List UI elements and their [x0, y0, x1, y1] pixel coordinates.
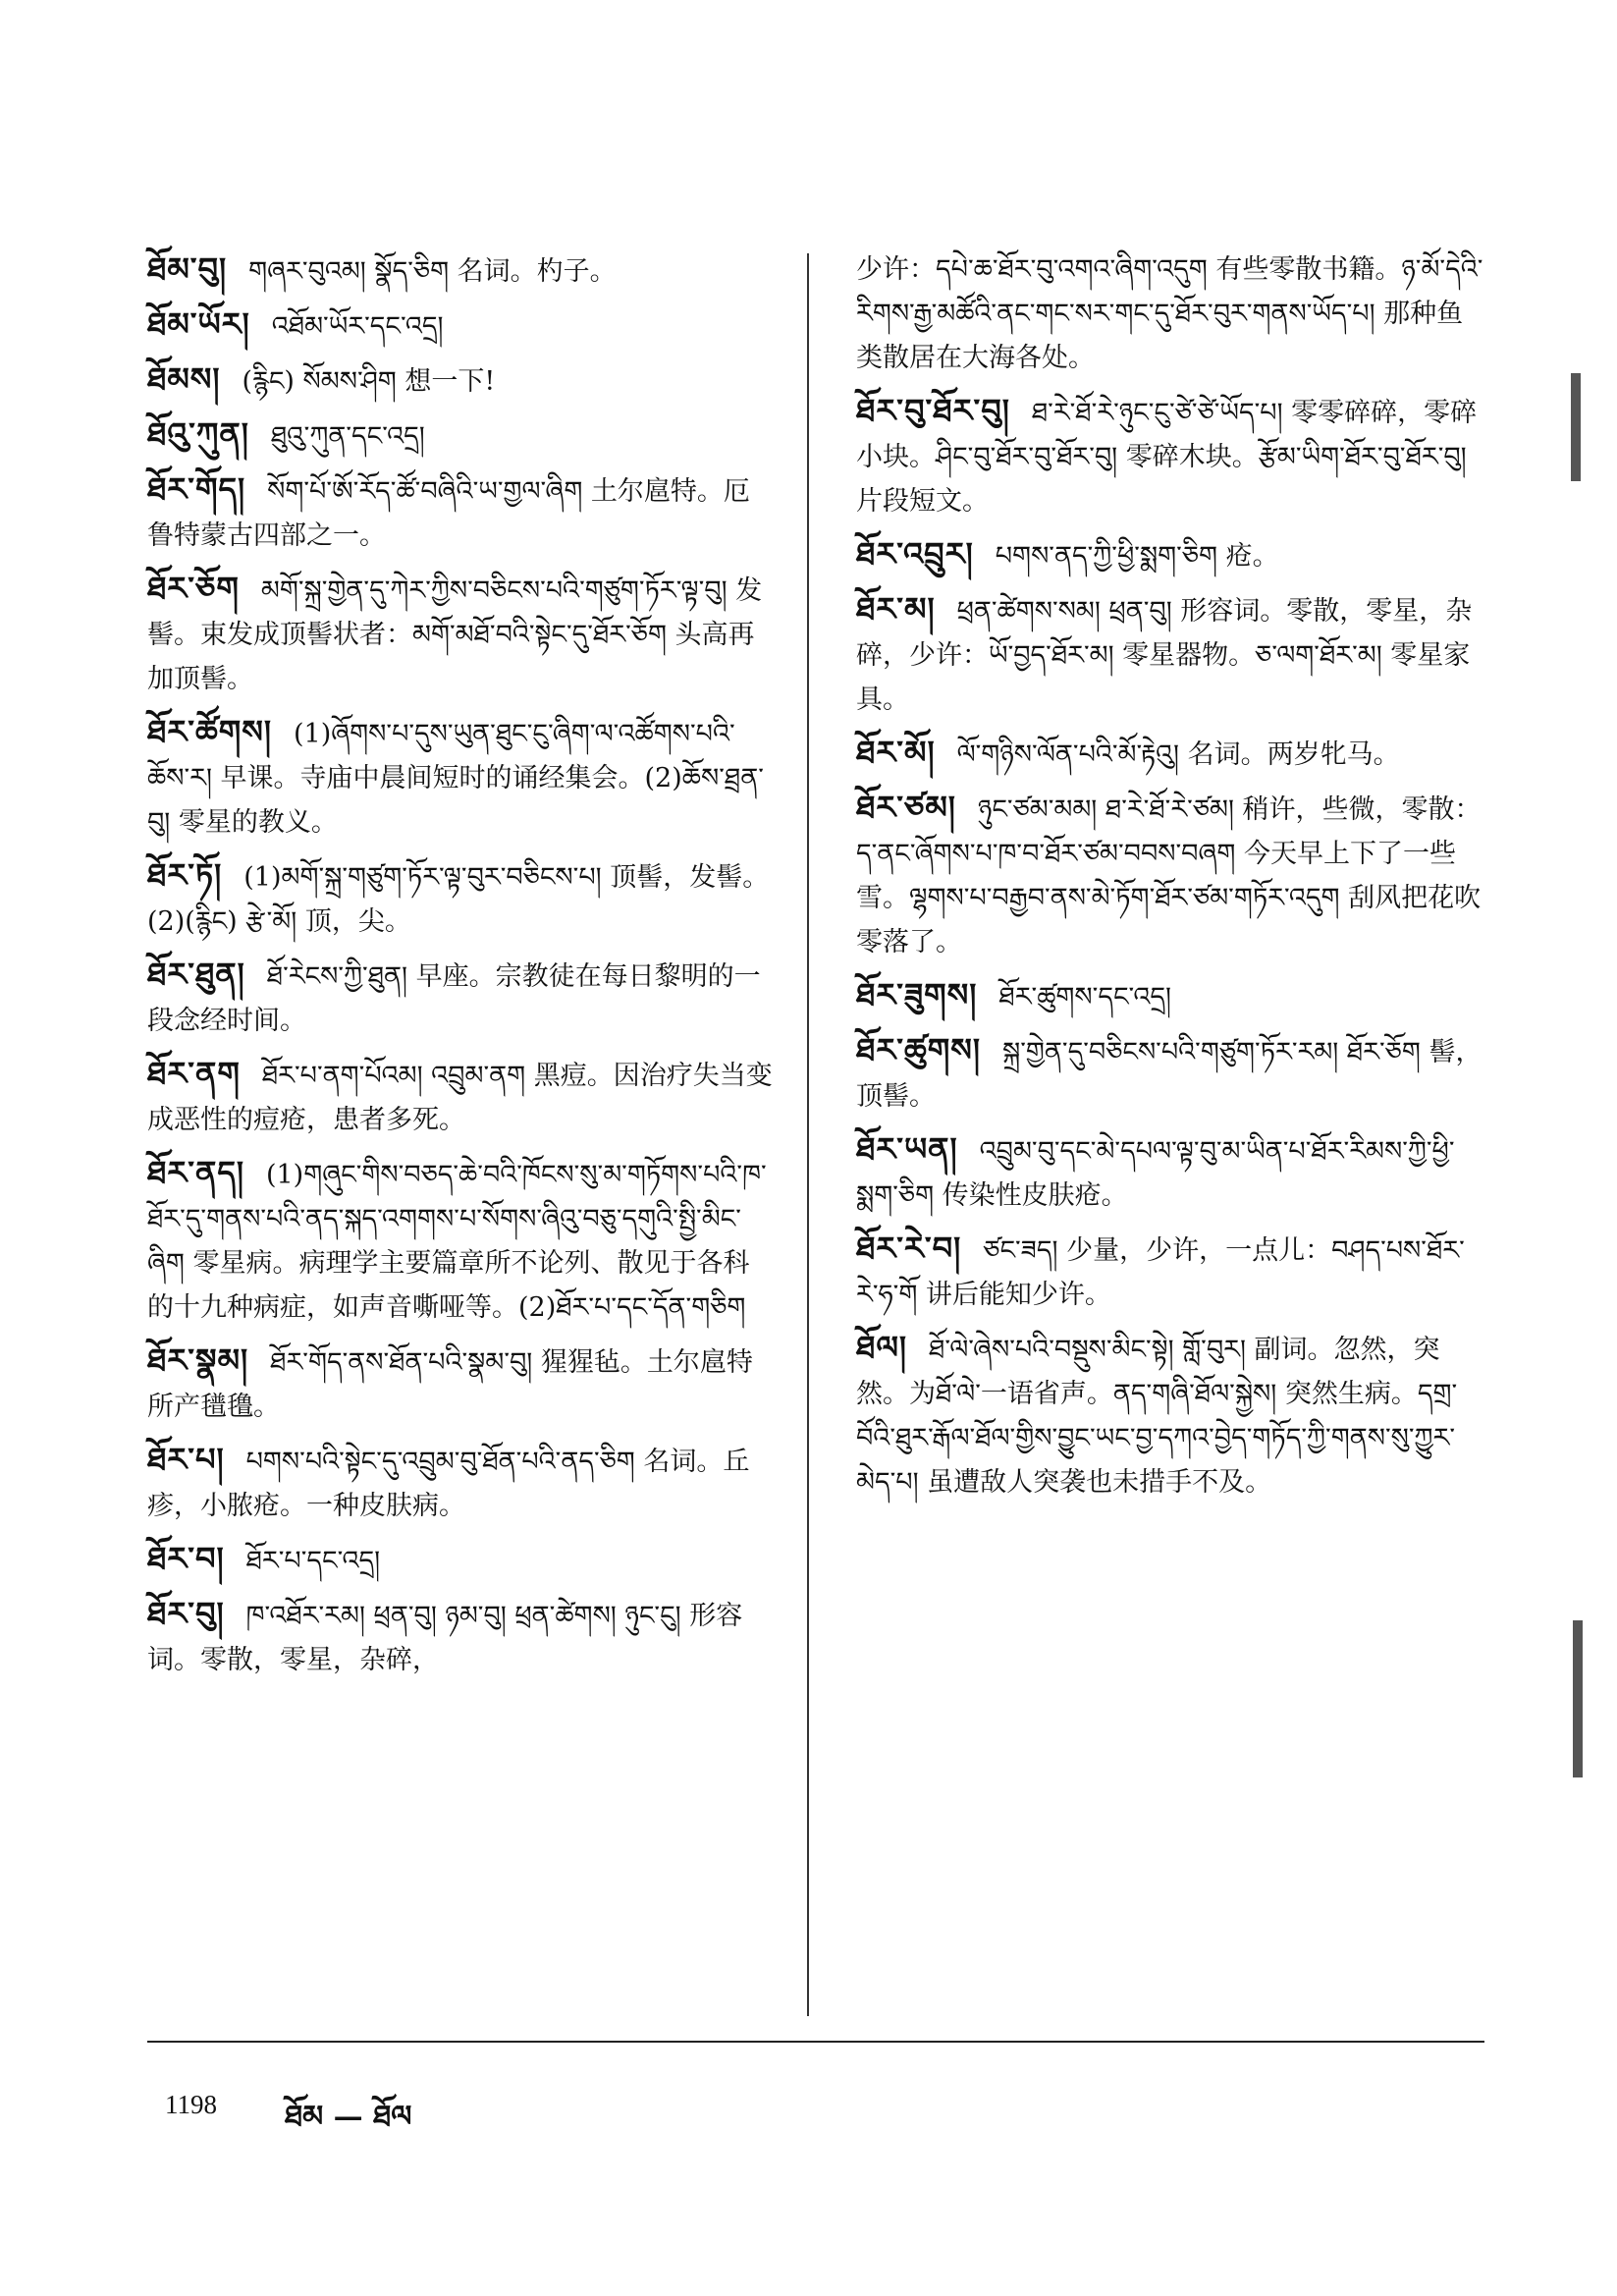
entry-definition: པགས་པའི་སྟེང་དུ་འབྲུམ་བུ་ཐོན་པའི་ནད་ཅིག 名词。丘疹，小脓疮。一种皮肤病。 — [147, 1447, 750, 1521]
page-number: 1198 — [165, 2090, 217, 2119]
entry-definition: ཙང་ཟད། 少量，少许，一点儿：བཤད་པས་ཐོར་རེ་ཧ་གོ 讲后能知少许。 — [856, 1235, 1465, 1310]
column-divider — [807, 253, 809, 2016]
entry-headword: ཐོར་བ། — [147, 1540, 225, 1577]
entry-definition: ཐོ་རེངས་ཀྱི་ཐུན། 早座。宗教徒在每日黎明的一段念经时间。 — [147, 961, 761, 1036]
entry-definition: པགས་ནད་ཀྱི་ཕྱི་སྨག་ཅིག 疮。 — [995, 541, 1279, 572]
dictionary-entry — [147, 953, 776, 1043]
entry-definition: ཐ་རེ་ཐོ་རེ་ཉུང་ངུ་ཙེ་ཙེ་ཡོད་པ། 零零碎碎，零碎小块。ཤིང་བུ་ཐོར་བུ་ཐོར་བུ། 零碎木块。རྩོམ་ཡིག་ཐོར་བུ་ཐོར་བུ། 片段短文。 — [856, 398, 1478, 517]
entry-definition: (རྙིང) སོམས་ཤིག 想一下! — [242, 366, 496, 397]
dictionary-entry — [856, 247, 1484, 380]
dictionary-entry — [147, 853, 776, 944]
dictionary-entry — [856, 389, 1484, 523]
entry-headword: ཐོམ་ཡོར། — [147, 305, 250, 343]
footer-rule — [147, 2041, 1484, 2043]
dictionary-entry — [147, 302, 776, 349]
entry-definition: ཐོར་པ་ནག་པོའམ། འབྲུམ་ནག 黑痘。因治疗失当变成恶性的痘疮，患者多死。 — [147, 1061, 773, 1135]
dictionary-entry — [147, 247, 776, 294]
entry-definition: ཐོ་ལེ་ཞེས་པའི་བསྡུས་མིང་སྟེ། གློ་བུར། 副词。忽然，突然。为ཐོ་ལེ་一语省声。ནད་གཞི་ཐོལ་སྐྱེས། 突然生病。དགྲ་བོའི་ཐུར་རྒོལ་ཐོལ་གྱིས་བྱུང་ཡང་བྱ་དཀའ་བྱེད་གཏོད་ཀྱི་གནས་སུ་ཀྱུར་མེད་པ། 虽遭敌人突袭也未措手不及。 — [856, 1335, 1458, 1498]
dictionary-entry — [856, 1127, 1484, 1218]
entry-definition: གཞར་བུའམ། སྣོད་ཅིག 名词。杓子。 — [248, 256, 617, 287]
entry-headword: ཐོར་པ། — [147, 1441, 225, 1478]
dictionary-entry — [147, 1151, 776, 1330]
entry-headword: ཐོར་ནད། — [147, 1154, 244, 1191]
dictionary-entry — [856, 587, 1484, 722]
scan-edge-mark — [1571, 373, 1581, 481]
entry-headword: ཐོར་ཐུན། — [147, 956, 245, 993]
dictionary-entry — [856, 973, 1484, 1019]
entry-definition: ཁ་འཐོར་རམ། ཕྲན་བུ། ཉམ་བུ། ཕྲན་ཚེགས། ཉུང་ངུ། 形容词。零散，零星，杂碎， — [147, 1601, 743, 1675]
entry-definition: སྐྲ་གྱེན་དུ་བཅིངས་པའི་གཙུག་ཏོར་རམ། ཐོར་ཅོག 髻，顶髻。 — [856, 1037, 1482, 1112]
entry-definition: འབྲུམ་བུ་དང་མེ་དཔལ་ལྟ་བུ་མ་ཡིན་པ་ཐོར་རིམས་ཀྱི་ཕྱི་སྨག་ཅིག 传染性皮肤疮。 — [856, 1136, 1455, 1211]
dictionary-entry — [856, 1227, 1484, 1317]
entry-headword: ཐོལ། — [856, 1329, 908, 1366]
dictionary-entry — [856, 786, 1484, 964]
dictionary-entry — [147, 1592, 776, 1682]
entry-headword: ཐོར་ཙམ། — [856, 789, 956, 826]
entry-headword: ཐོམས། — [147, 360, 221, 398]
dictionary-entry — [147, 1438, 776, 1528]
entry-headword: ཐོར་ཏོ། — [147, 856, 223, 894]
entry-headword: ཐོར་རེ་བ། — [856, 1230, 962, 1267]
entry-definition: ཐོར་ཚུགས་དང་འདྲ། — [998, 982, 1172, 1012]
dictionary-entry — [856, 1326, 1484, 1504]
entry-definition: ཐོར་གོད་ནས་ཐོན་པའི་སྣམ་བུ། 猩猩毡。土尔扈特所产氆氇。 — [147, 1347, 753, 1422]
scan-edge-mark — [1573, 1620, 1583, 1777]
entry-headword: ཐོར་བུ། — [147, 1595, 225, 1632]
dictionary-entry — [147, 412, 776, 459]
entry-definition: 少许：དཔེ་ཆ་ཐོར་བུ་འགའ་ཞིག་འདུག 有些零散书籍。ཉ་མོ་དེའི་རིགས་རྒྱ་མཚོའི་ནང་གང་སར་གང་དུ་ཐོར་བུར་གནས་ཡོད་པ། 那种鱼类散居在大海各处。 — [856, 254, 1483, 373]
dictionary-entry — [147, 567, 776, 701]
entry-definition: འཐོམ་ཡོར་དང་འདྲ། — [271, 311, 444, 342]
entry-headword: ཐོར་མོ། — [856, 734, 936, 771]
dictionary-entry — [147, 1537, 776, 1583]
entry-headword: ཐོར་སྣམ། — [147, 1341, 249, 1379]
entry-definition: (1)ཞོགས་པ་དུས་ཡུན་ཐུང་ངུ་ཞིག་ལ་འཚོགས་པའི་ཆོས་ར། 早课。寺庙中晨间短时的诵经集会。(2)ཆོས་ཐྲན་བུ། 零星的教义。 — [147, 719, 764, 838]
entry-definition: སོག་པོ་ཨོ་རོད་ཚོ་བཞིའི་ཡ་གྱལ་ཞིག 土尔扈特。厄鲁特蒙古四部之一。 — [147, 476, 750, 551]
entry-definition: (1)གཞུང་གིས་བཅད་ཆེ་བའི་ཁོངས་སུ་མ་གཏོགས་པའི་ཁ་ཐོར་དུ་གནས་པའི་ནད་སྐད་འགགས་པ་སོགས་ཞིའུ་བཅུ་དགུའི་སྤྱི་མིང་ཞིག 零星病。病理学主要篇章所不论列、散见于各科的十九种病症，如声音嘶哑等。(2)ཐོར་པ་དང་དོན་གཅིག — [147, 1160, 767, 1323]
entry-definition: ཐུའུ་ཀུན་དང་འདྲ། — [270, 421, 425, 452]
entry-definition: མགོ་སྐྲ་གྱེན་དུ་ཀེར་ཀྱིས་བཅིངས་པའི་གཙུག་ཏོར་ལྟ་བུ། 发髻。束发成顶髻状者：མགོ་མཐོ་བའི་སྟེང་དུ་ཐོར་ཅོག 头高再加顶髻。 — [147, 575, 763, 694]
entry-headword: ཐོམ་བུ། — [147, 250, 228, 288]
entry-definition: ཉུང་ཙམ་མམ། ཐ་རེ་ཐོ་རེ་ཙམ། 稍许，些微，零散：ད་ནང་ཞོགས་པ་ཁ་བ་ཐོར་ཙམ་བབས་བཞག 今天早上下了一些雪。ལྷགས་པ་བརྒྱབ་ནས་མེ་ཏོག་ཐོར་ཙམ་གཏོར་འདུག 刮风把花吹零落了。 — [856, 794, 1482, 957]
entry-headword: ཐོར་ནག — [147, 1055, 241, 1092]
dictionary-entry — [856, 731, 1484, 777]
entry-headword: ཐོར་ཚུགས། — [856, 1031, 982, 1068]
entry-headword: ཐོར་ཟུགས། — [856, 976, 978, 1013]
left-column — [147, 247, 776, 1691]
entry-headword: ཐོར་འབྲུར། — [856, 535, 974, 573]
entry-definition: (1)མགོ་སྐྲ་གཙུག་ཏོར་ལྟ་བུར་བཅིངས་པ། 顶髻，发髻。(2)(རྙིང) རྩེ་མོ། 顶，尖。 — [147, 862, 770, 937]
entry-headword: ཐོར་བུ་ཐོར་བུ། — [856, 392, 1010, 429]
dictionary-entry — [856, 1028, 1484, 1119]
entry-headword: ཐོའུ་ཀུན། — [147, 415, 249, 453]
dictionary-entry — [147, 1052, 776, 1142]
dictionary-entry — [147, 710, 776, 845]
entry-headword: ཐོར་གོད། — [147, 470, 246, 508]
entry-definition: ལོ་གཉིས་ལོན་པའི་མོ་རྟེའུ། 名词。两岁牝马。 — [956, 739, 1400, 770]
entry-headword: ཐོར་ཅོག — [147, 570, 240, 607]
entry-headword: ཐོར་ཚོགས། — [147, 713, 273, 750]
entry-headword: ཐོར་མ། — [856, 590, 936, 628]
dictionary-entry — [856, 532, 1484, 578]
right-column — [856, 247, 1484, 1513]
dictionary-entry — [147, 1339, 776, 1429]
running-head: ཐོམ — ཐོལ — [285, 2100, 412, 2134]
dictionary-entry — [147, 357, 776, 404]
entry-headword: ཐོར་ཡན། — [856, 1130, 958, 1168]
entry-definition: ཕྲན་ཚེགས་སམ། ཕྲན་བུ། 形容词。零散，零星，杂碎，少许：ཡོ་བྱད་ཐོར་མ། 零星器物。ཅ་ལག་ཐོར་མ། 零星家具。 — [856, 596, 1473, 715]
dictionary-entry — [147, 467, 776, 558]
entry-definition: ཐོར་པ་དང་འདྲ། — [245, 1546, 381, 1576]
